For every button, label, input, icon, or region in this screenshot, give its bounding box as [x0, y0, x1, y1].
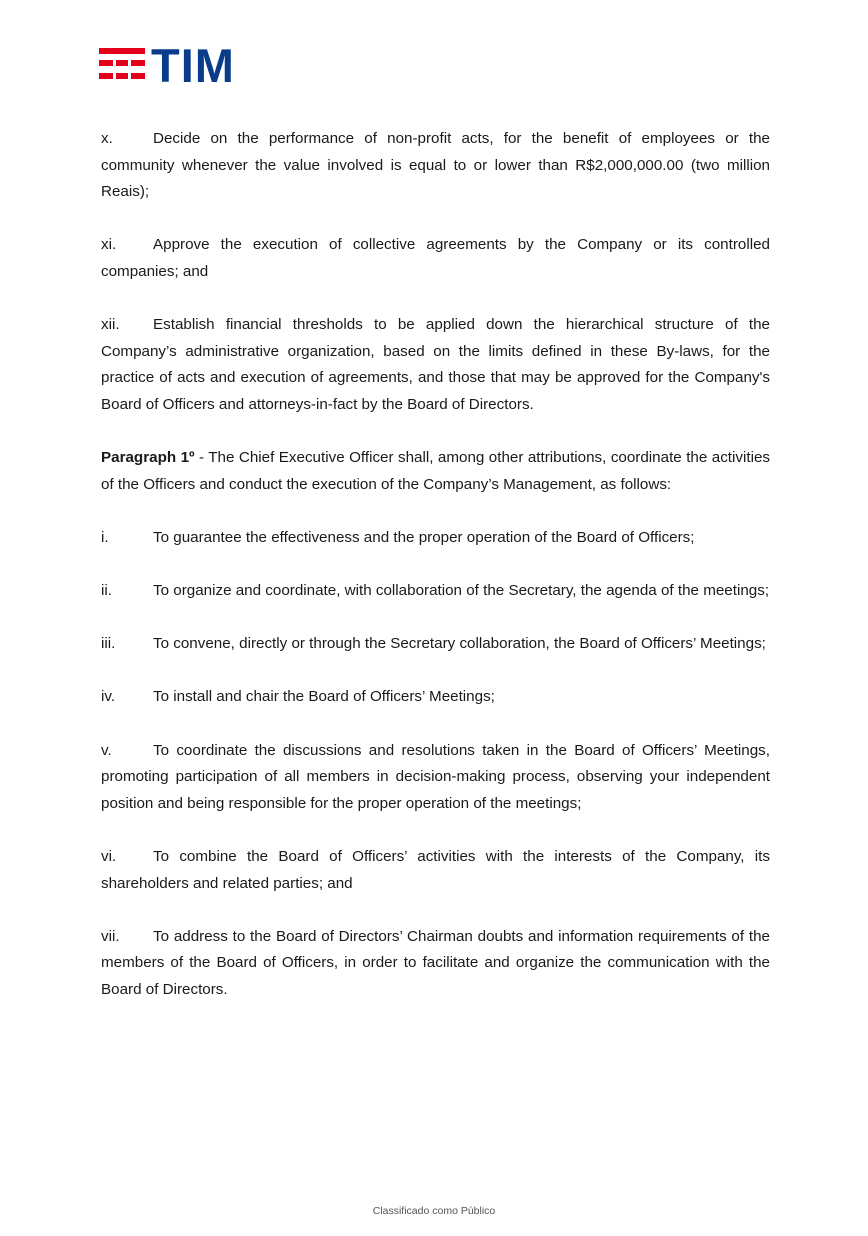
item-text: To combine the Board of Officers’ activities with the interests of the Company, its shareholders and related parties; and — [101, 848, 770, 892]
item-number: i. — [101, 528, 109, 546]
list-item — [101, 738, 770, 818]
item-number: xi. — [101, 236, 117, 254]
item-text: To coordinate the discussions and resolutions taken in the Board of Officers’ Meetings, promoting participation of all members in decision-making process, observing your independent position and being responsible for the proper operation of the meetings; — [101, 741, 770, 812]
list-item — [101, 232, 770, 285]
item-text: To install and chair the Board of Officers’ Meetings; — [153, 688, 495, 706]
paragraph-label: Paragraph 1º — [101, 449, 195, 467]
item-text: To convene, directly or through the Secretary collaboration, the Board of Officers’ Meetings; — [153, 635, 766, 653]
paragraph-text: - The Chief Executive Officer shall, among other attributions, coordinate the activities of the Officers and conduct the execution of the Company’s Management, as follows: — [101, 449, 770, 493]
item-number: v. — [101, 741, 112, 759]
logo-text: TIM — [151, 39, 235, 92]
item-text: To organize and coordinate, with collaboration of the Secretary, the agenda of the meetings; — [153, 582, 770, 600]
list-item — [101, 525, 770, 552]
document-body — [101, 126, 770, 1030]
item-number: iv. — [101, 688, 116, 706]
item-number: vii. — [101, 927, 120, 945]
item-number: iii. — [101, 635, 116, 653]
paragraph-1 — [101, 445, 770, 498]
list-item — [101, 684, 770, 711]
list-item — [101, 126, 770, 206]
item-text: To guarantee the effectiveness and the proper operation of the Board of Officers; — [153, 528, 695, 546]
item-number: x. — [101, 130, 113, 147]
list-item — [101, 312, 770, 418]
list-item — [101, 578, 770, 605]
list-item — [101, 631, 770, 658]
classification-footer: Classificado como Público — [372, 1205, 496, 1217]
item-number: vi. — [101, 848, 117, 866]
item-text: Establish financial thresholds to be applied down the hierarchical structure of the Company’s administrative organization, based on the limits defined in these By-laws, for the practice of acts and execution of agreements, and those that may be approved for the Company's Board of Officers and attorneys-in-fact by the Board of Directors. — [101, 316, 770, 413]
list-item — [101, 924, 770, 1004]
item-number: xii. — [101, 316, 120, 334]
list-item — [101, 844, 770, 897]
item-number: ii. — [101, 582, 112, 600]
item-text: To address to the Board of Directors’ Chairman doubts and information requirements of the members of the Board of Officers, in order to facilitate and organize the communication with the Board of Directors. — [101, 927, 770, 998]
tim-logo — [99, 39, 235, 92]
item-text: Approve the execution of collective agreements by the Company or its controlled companies; and — [101, 236, 770, 280]
item-text: Decide on the performance of non-profit acts, for the benefit of employees or the community whenever the value involved is equal to or lower than R$2,000,000.00 (two million Reais); — [101, 130, 770, 201]
tim-logo-mark-icon — [99, 46, 145, 86]
